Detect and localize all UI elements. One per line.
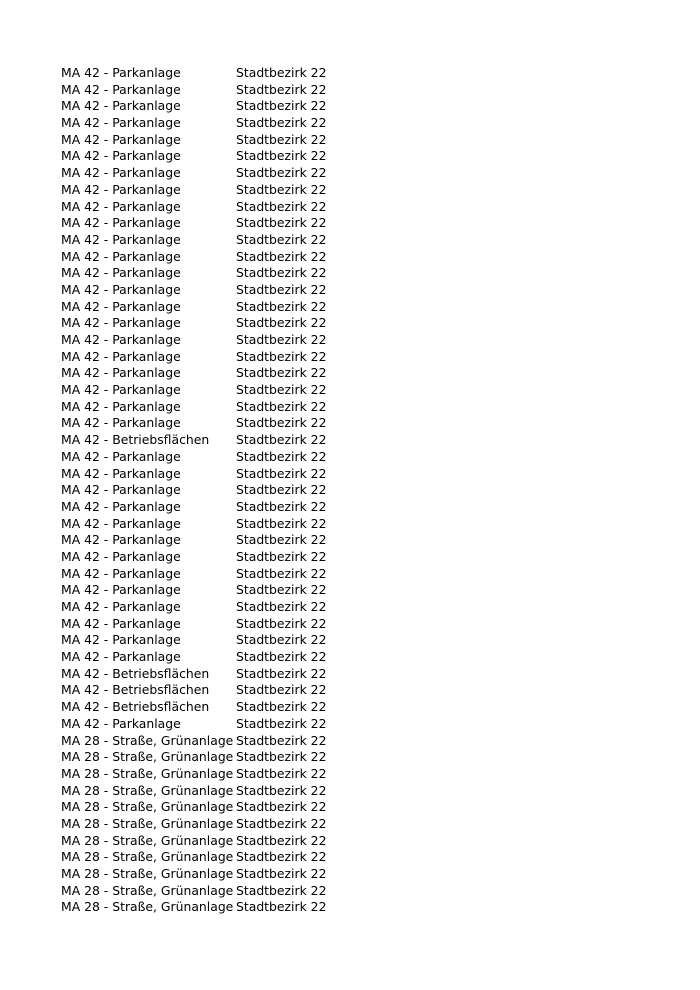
owner-cell: MA 42 - Parkanlage [61,131,181,147]
table-row [61,816,356,833]
table-row [61,115,356,132]
district-cell: Stadtbezirk 22 [236,849,327,865]
owner-cell: MA 42 - Betriebsflächen [61,699,210,715]
district-cell: Stadtbezirk 22 [236,815,327,831]
data-sheet [61,65,356,916]
table-row [61,65,356,82]
district-cell: Stadtbezirk 22 [236,231,327,247]
district-cell: Stadtbezirk 22 [236,599,327,614]
table-row [61,82,356,99]
district-cell: Stadtbezirk 22 [236,348,327,364]
table-row [61,299,356,316]
district-cell: Stadtbezirk 22 [236,382,327,398]
owner-cell: MA 42 - Parkanlage [61,448,181,464]
district-cell: Stadtbezirk 22 [236,148,327,164]
owner-cell: MA 42 - Parkanlage [61,498,181,514]
district-cell: Stadtbezirk 22 [236,465,327,481]
district-cell: Stadtbezirk 22 [236,799,327,815]
district-cell: Stadtbezirk 22 [236,699,327,715]
owner-cell: MA 42 - Parkanlage [61,165,181,181]
table-row [61,215,356,232]
district-cell: Stadtbezirk 22 [236,315,327,331]
owner-cell: MA 28 - Straße, Grünanlage [61,882,234,898]
owner-cell: MA 42 - Parkanlage [61,115,181,131]
owner-cell: MA 42 - Parkanlage [61,532,181,548]
district-cell: Stadtbezirk 22 [236,332,327,347]
district-cell: Stadtbezirk 22 [236,215,327,231]
district-cell: Stadtbezirk 22 [236,899,327,915]
district-cell: Stadtbezirk 22 [236,448,327,464]
owner-cell: MA 28 - Straße, Grünanlage [61,832,234,848]
table-row [61,449,356,466]
table-row [61,165,356,182]
owner-cell: MA 42 - Parkanlage [61,248,181,264]
table-row [61,566,356,583]
district-cell: Stadtbezirk 22 [236,165,327,181]
table-row [61,98,356,115]
table-row [61,749,356,766]
table-row [61,315,356,332]
district-cell: Stadtbezirk 22 [236,665,327,681]
table-row [61,883,356,900]
table-row [61,849,356,866]
district-cell: Stadtbezirk 22 [236,615,327,631]
district-cell: Stadtbezirk 22 [236,432,327,448]
district-cell: Stadtbezirk 22 [236,582,327,598]
district-cell: Stadtbezirk 22 [236,732,327,748]
owner-cell: MA 42 - Parkanlage [61,415,181,431]
district-cell: Stadtbezirk 22 [236,532,327,548]
table-row [61,799,356,816]
owner-cell: MA 42 - Betriebsflächen [61,682,210,698]
district-cell: Stadtbezirk 22 [236,649,327,665]
owner-cell: MA 42 - Parkanlage [61,382,181,398]
table-row [61,632,356,649]
district-cell: Stadtbezirk 22 [236,765,327,781]
table-row [61,499,356,516]
district-cell: Stadtbezirk 22 [236,482,327,498]
table-row [61,866,356,883]
table-row [61,332,356,349]
district-cell: Stadtbezirk 22 [236,365,327,381]
owner-cell: MA 42 - Parkanlage [61,332,181,347]
owner-cell: MA 42 - Parkanlage [61,281,181,297]
owner-cell: MA 28 - Straße, Grünanlage [61,799,234,815]
owner-cell: MA 42 - Parkanlage [61,198,181,214]
table-row [61,265,356,282]
owner-cell: MA 42 - Betriebsflächen [61,665,210,681]
owner-cell: MA 42 - Parkanlage [61,398,181,414]
district-cell: Stadtbezirk 22 [236,866,327,881]
owner-cell: MA 42 - Parkanlage [61,465,181,481]
table-row [61,148,356,165]
owner-cell: MA 42 - Parkanlage [61,715,181,731]
district-cell: Stadtbezirk 22 [236,265,327,281]
district-cell: Stadtbezirk 22 [236,682,327,698]
owner-cell: MA 42 - Betriebsflächen [61,432,210,448]
owner-cell: MA 42 - Parkanlage [61,65,181,80]
owner-cell: MA 42 - Parkanlage [61,482,181,498]
district-cell: Stadtbezirk 22 [236,398,327,414]
table-row [61,532,356,549]
owner-cell: MA 42 - Parkanlage [61,515,181,531]
owner-cell: MA 42 - Parkanlage [61,582,181,598]
owner-cell: MA 42 - Parkanlage [61,365,181,381]
owner-cell: MA 28 - Straße, Grünanlage [61,866,234,881]
table-row [61,716,356,733]
district-cell: Stadtbezirk 22 [236,415,327,431]
owner-cell: MA 42 - Parkanlage [61,81,181,97]
owner-cell: MA 42 - Parkanlage [61,632,181,648]
district-cell: Stadtbezirk 22 [236,298,327,314]
district-cell: Stadtbezirk 22 [236,98,327,114]
table-row [61,682,356,699]
table-row [61,132,356,149]
table-row [61,899,356,916]
table-row [61,349,356,366]
table-row [61,415,356,432]
table-row [61,365,356,382]
table-row [61,733,356,750]
owner-cell: MA 28 - Straße, Grünanlage [61,782,234,798]
district-cell: Stadtbezirk 22 [236,65,327,80]
owner-cell: MA 28 - Straße, Grünanlage [61,765,234,781]
owner-cell: MA 28 - Straße, Grünanlage [61,849,234,865]
district-cell: Stadtbezirk 22 [236,115,327,131]
table-row [61,516,356,533]
district-cell: Stadtbezirk 22 [236,515,327,531]
district-cell: Stadtbezirk 22 [236,832,327,848]
owner-cell: MA 42 - Parkanlage [61,315,181,331]
owner-cell: MA 28 - Straße, Grünanlage [61,749,234,765]
table-row [61,549,356,566]
district-cell: Stadtbezirk 22 [236,498,327,514]
district-cell: Stadtbezirk 22 [236,749,327,765]
table-row [61,616,356,633]
owner-cell: MA 42 - Parkanlage [61,548,181,564]
district-cell: Stadtbezirk 22 [236,281,327,297]
table-row [61,399,356,416]
table-row [61,199,356,216]
district-cell: Stadtbezirk 22 [236,248,327,264]
table-row [61,649,356,666]
district-cell: Stadtbezirk 22 [236,198,327,214]
district-cell: Stadtbezirk 22 [236,81,327,97]
owner-cell: MA 42 - Parkanlage [61,615,181,631]
owner-cell: MA 42 - Parkanlage [61,265,181,281]
district-cell: Stadtbezirk 22 [236,632,327,648]
table-row [61,382,356,399]
owner-cell: MA 42 - Parkanlage [61,231,181,247]
table-row [61,599,356,616]
owner-cell: MA 42 - Parkanlage [61,298,181,314]
table-row [61,783,356,800]
district-cell: Stadtbezirk 22 [236,548,327,564]
table-row [61,249,356,266]
owner-cell: MA 42 - Parkanlage [61,599,181,614]
owner-cell: MA 42 - Parkanlage [61,348,181,364]
owner-cell: MA 42 - Parkanlage [61,181,181,197]
table-row [61,766,356,783]
district-cell: Stadtbezirk 22 [236,565,327,581]
table-row [61,182,356,199]
owner-cell: MA 28 - Straße, Grünanlage [61,815,234,831]
table-row [61,833,356,850]
table-row [61,432,356,449]
district-cell: Stadtbezirk 22 [236,131,327,147]
district-cell: Stadtbezirk 22 [236,782,327,798]
owner-cell: MA 28 - Straße, Grünanlage [61,732,234,748]
table-row [61,699,356,716]
district-cell: Stadtbezirk 22 [236,181,327,197]
table-row [61,666,356,683]
owner-cell: MA 42 - Parkanlage [61,148,181,164]
owner-cell: MA 42 - Parkanlage [61,98,181,114]
table-row [61,282,356,299]
district-cell: Stadtbezirk 22 [236,715,327,731]
owner-cell: MA 28 - Straße, Grünanlage [61,899,234,915]
district-cell: Stadtbezirk 22 [236,882,327,898]
owner-cell: MA 42 - Parkanlage [61,215,181,231]
table-row [61,482,356,499]
owner-cell: MA 42 - Parkanlage [61,565,181,581]
table-row [61,582,356,599]
owner-cell: MA 42 - Parkanlage [61,649,181,665]
table-row [61,232,356,249]
table-row [61,466,356,483]
